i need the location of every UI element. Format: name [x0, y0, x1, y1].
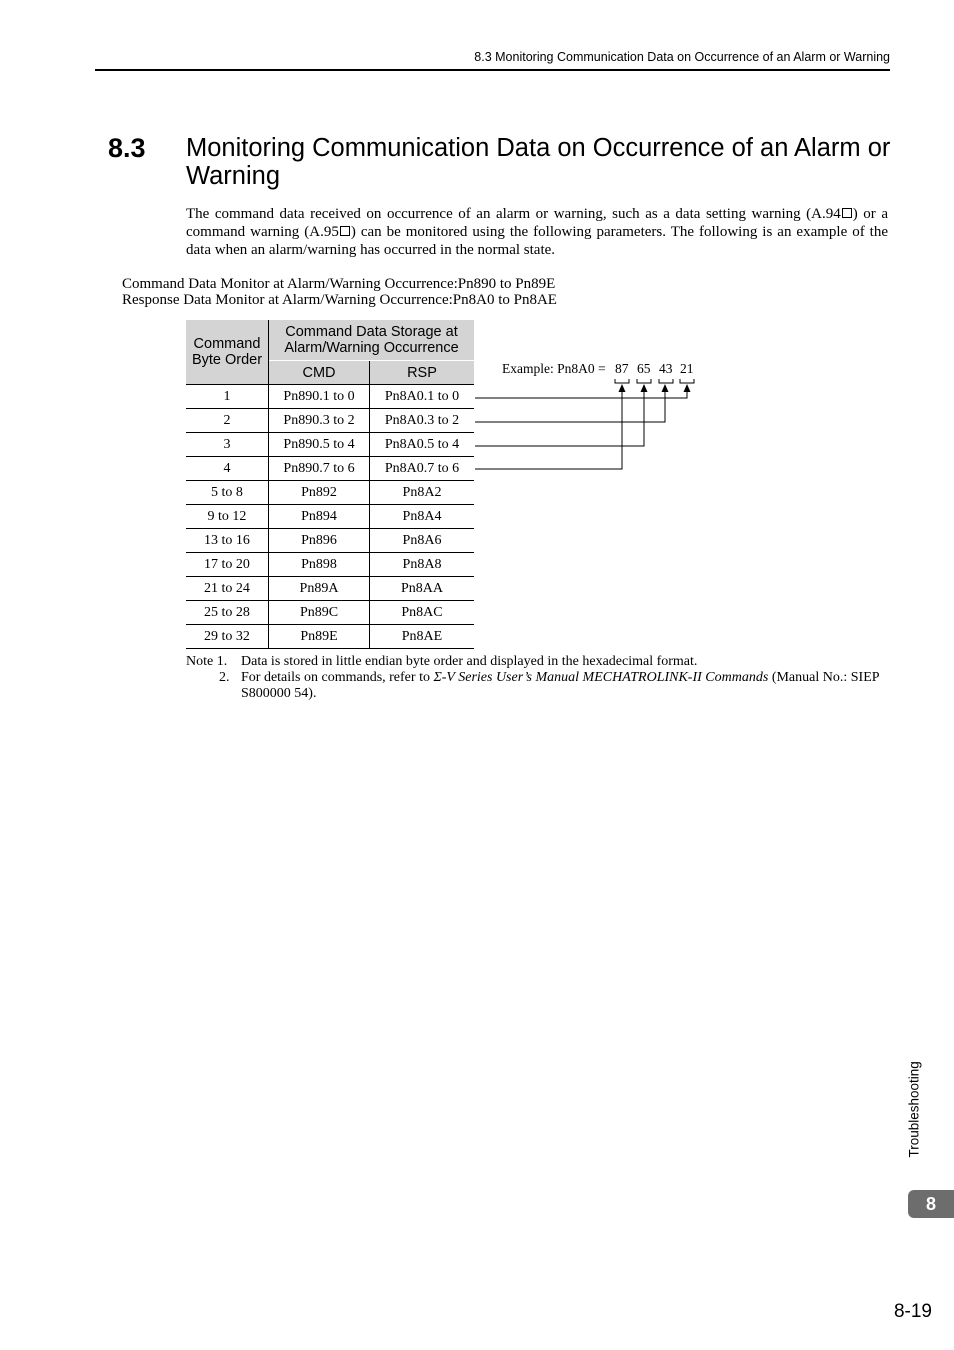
- header-storage-group: Command Data Storage at Alarm/Warning Occurrence: [269, 320, 475, 361]
- byte-order-example-diagram: [470, 355, 710, 475]
- arrow-up-icon: [662, 384, 669, 392]
- cell-rsp: Pn8A6: [370, 529, 475, 553]
- note-text-part: For details on commands, refer to: [241, 670, 434, 685]
- cell-rsp: Pn8A0.1 to 0: [370, 385, 475, 409]
- command-monitor-line: Command Data Monitor at Alarm/Warning Occurrence:Pn890 to Pn89E: [122, 276, 556, 292]
- cell-rsp: Pn8AE: [370, 625, 475, 649]
- placeholder-box-icon: [340, 226, 350, 236]
- note-text: [241, 670, 881, 702]
- cell-order: 5 to 8: [186, 481, 269, 505]
- cell-cmd: Pn890.7 to 6: [269, 457, 370, 481]
- placeholder-box-icon: [842, 208, 852, 218]
- chapter-tab: 8: [908, 1190, 954, 1218]
- note-2: [186, 670, 881, 702]
- data-storage-table: [186, 320, 474, 649]
- cell-rsp: Pn8A2: [370, 481, 475, 505]
- intro-text-2: ) or a command warning (A.95: [186, 206, 888, 240]
- page-number: 8-19: [893, 1301, 932, 1322]
- connector-row-1: [475, 391, 687, 398]
- table-row: [186, 457, 474, 481]
- table-row: [186, 385, 474, 409]
- table-row: [186, 529, 474, 553]
- chapter-side-label: Troubleshooting: [906, 1061, 922, 1158]
- connector-lines: [475, 391, 687, 469]
- table-row: [186, 625, 474, 649]
- note-text: Data is stored in little endian byte order and displayed in the hexadecimal format.: [241, 654, 698, 669]
- cell-order: 29 to 32: [186, 625, 269, 649]
- header-cmd: CMD: [269, 361, 370, 385]
- intro-paragraph: [186, 206, 888, 259]
- cell-cmd: Pn890.3 to 2: [269, 409, 370, 433]
- arrowheads: [619, 384, 691, 392]
- cell-rsp: Pn8AA: [370, 577, 475, 601]
- connector-row-4: [475, 391, 622, 469]
- cell-rsp: Pn8A4: [370, 505, 475, 529]
- cell-order: 3: [186, 433, 269, 457]
- cell-cmd: Pn89A: [269, 577, 370, 601]
- cell-order: 21 to 24: [186, 577, 269, 601]
- note-1: [186, 654, 881, 670]
- table-row: [186, 553, 474, 577]
- cell-cmd: Pn896: [269, 529, 370, 553]
- cell-rsp: Pn8A0.5 to 4: [370, 433, 475, 457]
- header-rsp: RSP: [370, 361, 475, 385]
- cell-cmd: Pn89C: [269, 601, 370, 625]
- note-number: 2.: [219, 670, 230, 685]
- cell-cmd: Pn898: [269, 553, 370, 577]
- table-row: [186, 409, 474, 433]
- cell-cmd: Pn892: [269, 481, 370, 505]
- table-row: [186, 577, 474, 601]
- table-row: [186, 481, 474, 505]
- intro-text-1: The command data received on occurrence of an alarm or warning, such as a data setting warning (A.94: [186, 206, 841, 222]
- example-byte: 65: [637, 361, 651, 376]
- table-row: [186, 433, 474, 457]
- note-text-part: (Manual No.: SIEP S800000 54).: [241, 670, 880, 701]
- example-byte: 43: [659, 361, 673, 376]
- section-number: 8.3: [108, 133, 146, 163]
- bracket-byte-65: [637, 379, 651, 383]
- cell-order: 17 to 20: [186, 553, 269, 577]
- example-byte: 87: [615, 361, 629, 376]
- bracket-byte-87: [615, 379, 629, 383]
- cell-order: 9 to 12: [186, 505, 269, 529]
- cell-cmd: Pn89E: [269, 625, 370, 649]
- cell-cmd: Pn890.5 to 4: [269, 433, 370, 457]
- arrow-up-icon: [619, 384, 626, 392]
- notes: [186, 654, 881, 702]
- header-byte-order: Command Byte Order: [186, 320, 269, 385]
- byte-brackets: [615, 379, 694, 383]
- cell-order: 2: [186, 409, 269, 433]
- arrow-up-icon: [641, 384, 648, 392]
- bracket-byte-21: [680, 379, 694, 383]
- connector-row-3: [475, 391, 644, 446]
- cell-order: 25 to 28: [186, 601, 269, 625]
- table-row: [186, 505, 474, 529]
- cell-rsp: Pn8A0.7 to 6: [370, 457, 475, 481]
- note-label: Note: [186, 654, 214, 669]
- intro-text-3: ) can be monitored using the following parameters. The following is an example of the data when an alarm/warning has occurred in the normal state.: [186, 223, 888, 258]
- connector-row-2: [475, 391, 665, 422]
- note-number: 1.: [216, 654, 228, 669]
- cell-order: 4: [186, 457, 269, 481]
- section-title: Monitoring Communication Data on Occurrence of an Alarm or Warning: [186, 134, 891, 190]
- cell-rsp: Pn8AC: [370, 601, 475, 625]
- example-label: Example: Pn8A0 =: [502, 361, 606, 376]
- bracket-byte-43: [659, 379, 673, 383]
- header-rule: [95, 69, 890, 71]
- cell-rsp: Pn8A0.3 to 2: [370, 409, 475, 433]
- response-monitor-line: Response Data Monitor at Alarm/Warning Occurrence:Pn8A0 to Pn8AE: [122, 292, 557, 308]
- running-header: 8.3 Monitoring Communication Data on Occurrence of an Alarm or Warning: [474, 50, 890, 64]
- example-byte: 21: [680, 361, 694, 376]
- cell-order: 13 to 16: [186, 529, 269, 553]
- monitor-parameter-list: [122, 276, 557, 308]
- manual-title: Σ-V Series User’s Manual MECHATROLINK-II Commands: [433, 670, 769, 685]
- cell-rsp: Pn8A8: [370, 553, 475, 577]
- cell-cmd: Pn890.1 to 0: [269, 385, 370, 409]
- cell-order: 1: [186, 385, 269, 409]
- table-row: [186, 601, 474, 625]
- arrow-up-icon: [684, 384, 691, 392]
- cell-cmd: Pn894: [269, 505, 370, 529]
